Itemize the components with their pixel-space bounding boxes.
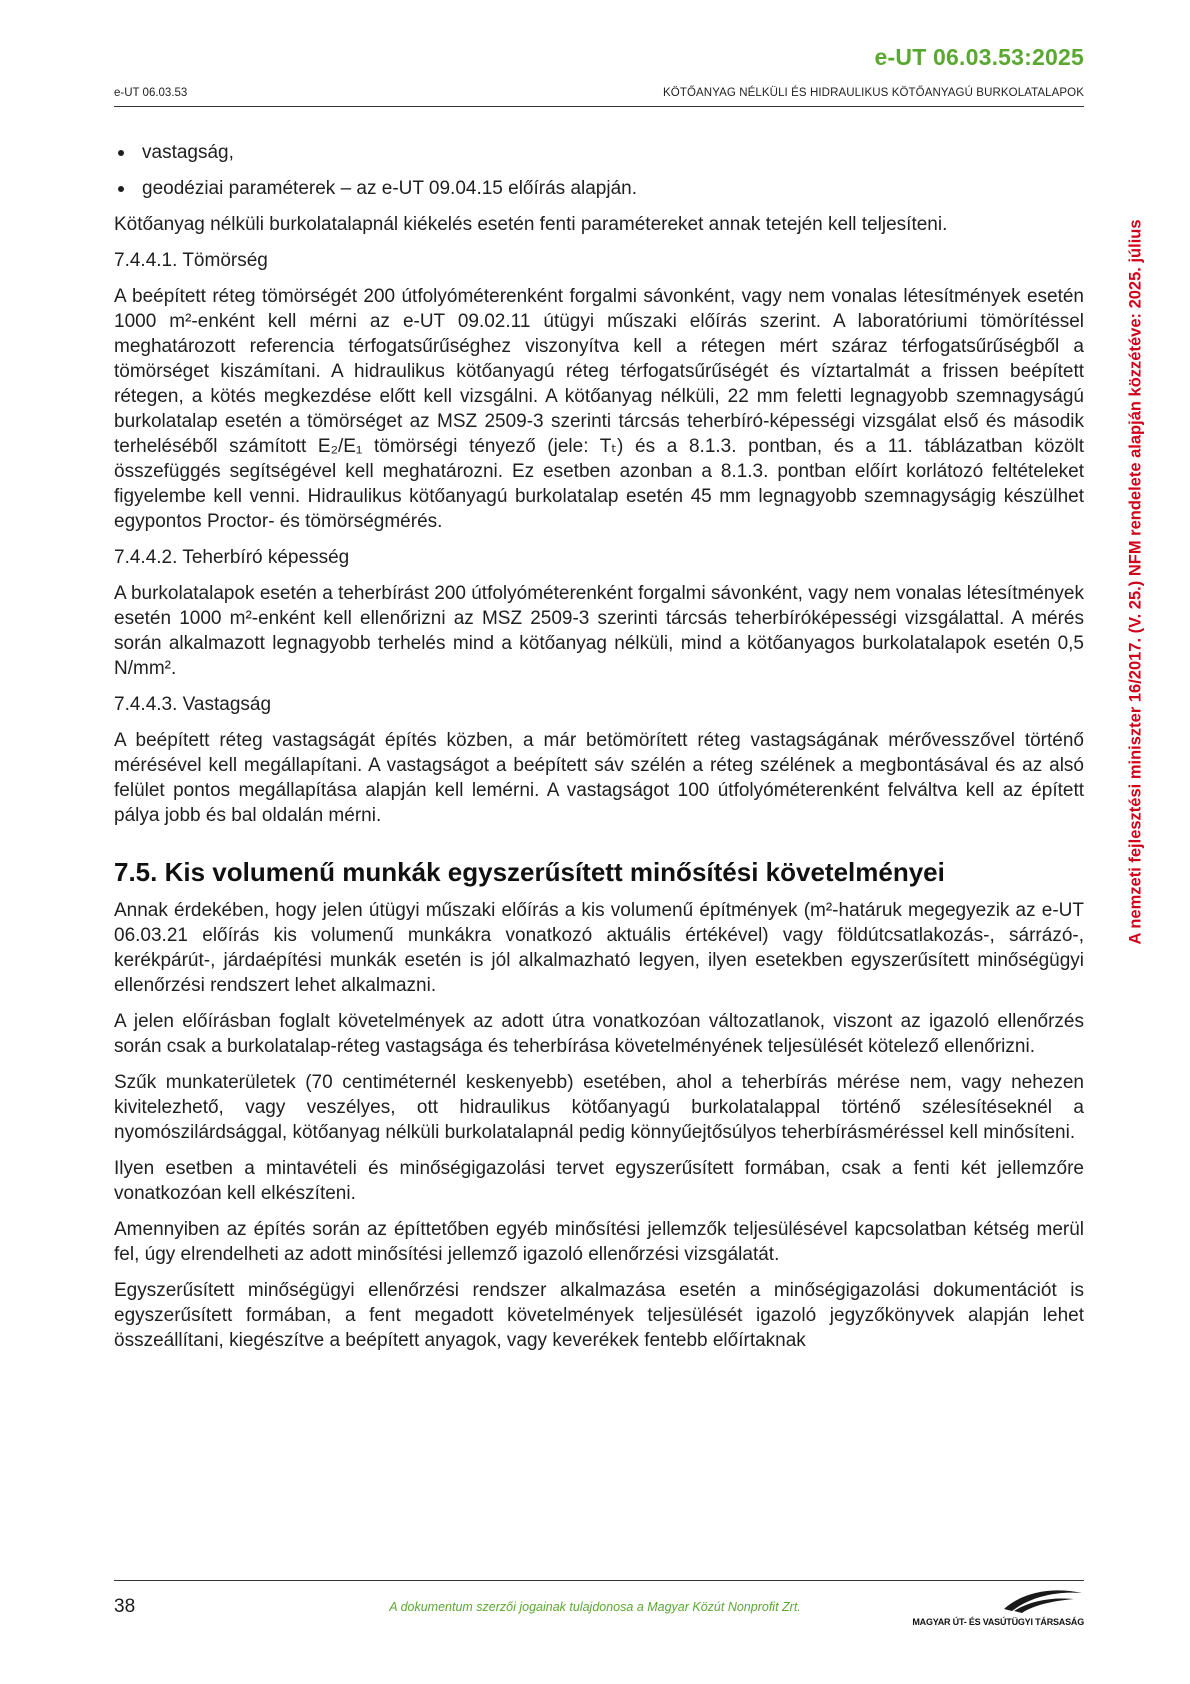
subsection-title-thickness: 7.4.4.3. Vastagság [114,694,272,715]
list-item: vastagság, [114,140,1084,165]
intro-paragraph: Kötőanyag nélküli burkolatalapnál kiékelés esetén fenti paramétereket annak tetején kell teljesíteni. [114,214,948,235]
subsection-title-compaction: 7.4.4.1. Tömörség [114,250,268,271]
society-logo: MAGYAR ÚT- ÉS VASÚTÜGYI TÁRSASÁG [934,1585,1084,1627]
paragraph: Egyszerűsített minőségügyi ellenőrzési rendszer alkalmazása esetén a minőségigazolási dokumentációt is egyszerűsített formában, a fent megadott követelmények teljesülését igazoló jegyzőkönyvek alapján lehet összeállítani, kiegészítve a beépített anyagok, vagy keverékek fentebb előírtaknak [114,1280,1084,1351]
page-content [114,140,1084,1364]
list-item: geodéziai paraméterek – az e-UT 09.04.15 előírás alapján. [114,176,1084,201]
subsection-title-bearing: 7.4.4.2. Teherbíró képesség [114,547,350,568]
section-title: 7.5. Kis volumenű munkák egyszerűsített minősítési követelményei [114,857,945,887]
header-left: e-UT 06.03.53 [114,87,188,99]
header-right: KÖTŐANYAG NÉLKÜLI ÉS HIDRAULIKUS KÖTŐANYAGÚ BURKOLATALAPOK [663,87,1084,99]
copyright-notice: A dokumentum szerzői jogainak tulajdonosa a Magyar Közút Nonprofit Zrt. [389,1600,801,1614]
paragraph: Annak érdekében, hogy jelen útügyi műszaki előírás a kis volumenű építmények (m²-határuk megegyezik az e-UT 06.03.21 előírás kis volumenű munkákra vonatkozó aktuális értékével) vagy földútcsatlakozás-, sárrázó-, kerékpárút-, járdaépítési munkák esetén is jól alkalmazható legyen, ilyen esetekben egyszerűsített minőségügyi ellenőrzési rendszert lehet alkalmazni. [114,900,1084,996]
footer-divider [114,1580,1084,1581]
paragraph: A jelen előírásban foglalt követelmények az adott útra vonatkozóan változatlanok, viszont az igazoló ellenőrzés során csak a burkolatalap-réteg vastagsága és teherbírása követelményének teljesülését kötelező ellenőrizni. [114,1011,1084,1057]
bullet-icon [118,150,124,156]
page-number: 38 [114,1596,136,1617]
publication-side-note: A nemzeti fejlesztési miniszter 16/2017. (V. 25.) NFM rendelete alapján közzétéve: 2025. július [1126,219,1145,945]
logo-swoosh-icon [934,1585,1084,1615]
paragraph: Amennyiben az építés során az építtetőben egyéb minősítési jellemzők teljesülésével kapcsolatban kétség merül fel, úgy elrendelheti az adott minősítési jellemző igazoló ellenőrzési vizsgálatát. [114,1219,1084,1265]
paragraph: Szűk munkaterületek (70 centiméternél keskenyebb) esetében, ahol a teherbírás mérése nem, vagy nehezen kivitelezhető, vagy veszélyes, ott hidraulikus kötőanyagú burkolatalappal történő szélesítéseknél a nyomószilárdsággal, kötőanyag nélküli burkolatalapnál pedig könnyűejtősúlyos teherbírásméréssel kell minősíteni. [114,1072,1084,1143]
bullet-icon [118,186,124,192]
document-code: e-UT 06.03.53:2025 [874,44,1084,70]
bullet-list [114,140,1084,201]
bearing-paragraph: A burkolatalapok esetén a teherbírást 200 útfolyóméterenként forgalmi sávonként, vagy nem vonalas létesítmények esetén 1000 m²-enként kell ellenőrizni az MSZ 2509-3 szerinti tárcsás teherbíróképességi vizsgálattal. A mérés során alkalmazott legnagyobb terhelés mind a kötőanyag nélküli, mind a kötőanyagos burkolatalapok esetén 0,5 N/mm². [114,583,1084,679]
paragraph: Ilyen esetben a mintavételi és minőségigazolási tervet egyszerűsített formában, csak a fenti két jellemzőre vonatkozóan kell elkészíteni. [114,1158,1084,1204]
compaction-paragraph: A beépített réteg tömörségét 200 útfolyóméterenként forgalmi sávonként, vagy nem vonalas létesítmények esetén 1000 m²-enként kell mérni az e-UT 09.02.11 útügyi műszaki előírás szerint. A laboratóriumi tömörítéssel meghatározott referencia térfogatsűrűséghez viszonyítva kell a rétegen mért száraz térfogatsűrűségből a tömörséget kiszámítani. A hidraulikus kötőanyagú réteg térfogatsűrűségét és víztartalmát a frissen beépített rétegen, a kötés megkezdése előtt kell vizsgálni. A kötőanyag nélküli, 22 mm feletti legnagyobb szemnagyságú burkolatalap esetén a tömörséget az MSZ 2509-3 szerinti tárcsás teherbíró-képességi vizsgálat első és második terheléséből számított E₂/E₁ tömörségi tényező (jele: Tₜ) és a 8.1.3. pontban, és a 11. táblázatban közölt összefüggés segítségével kell meghatározni. Ez esetben azonban a 8.1.3. pontban előírt korlátozó feltételeket figyelembe kell venni. Hidraulikus kötőanyagú burkolatalap esetén 45 mm legnagyobb szemnagyságig készülhet egypontos Proctor- és tömörségmérés. [114,286,1084,532]
thickness-paragraph: A beépített réteg vastagságát építés közben, a már betömörített réteg vastagságának mérővesszővel történő mérésével kell megállapítani. A vastagságot a beépített sáv szélén a réteg szélének a megbontásával és az alsó felület pontos megállapítása alapján kell lemérni. A vastagságot 100 útfolyóméterenként felváltva kell az épített pálya jobb és bal oldalán mérni. [114,730,1084,826]
page-header [114,84,1084,107]
